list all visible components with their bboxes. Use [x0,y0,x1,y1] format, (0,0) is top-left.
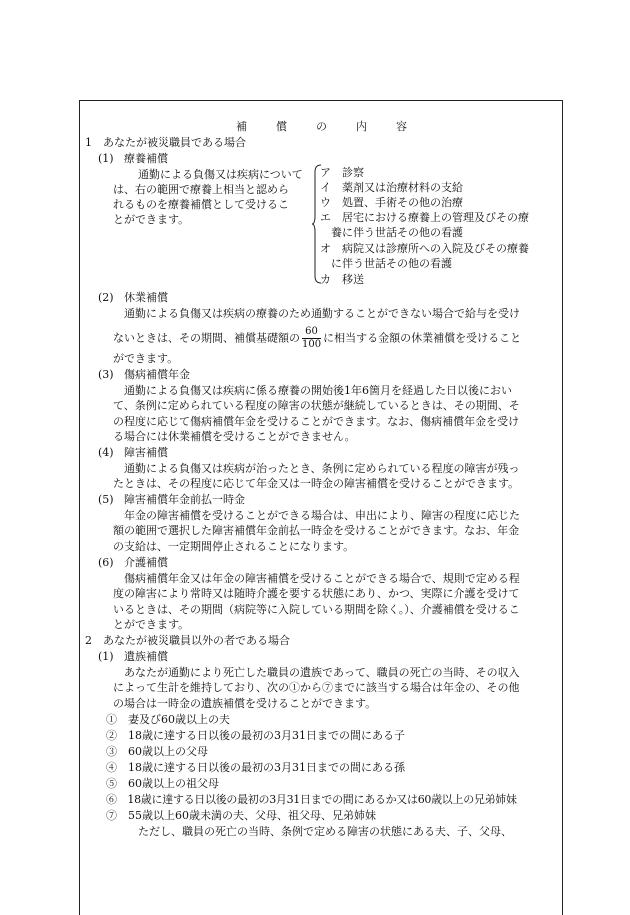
fraction [302,326,321,351]
list-item-text: 60歳以上の祖父母 [128,777,219,790]
list-item [106,792,517,807]
text-line: ア 診察 [320,166,364,179]
item-number: (1) [98,650,114,663]
title-char: 補 [236,120,248,133]
text-segment: ないときは、その期間、補償基礎額の [113,331,300,345]
text-line: 通勤による負傷又は疾病の療養のため通勤することができない場合で給与を受け [124,307,520,320]
title-char: の [316,120,328,133]
text-line: の場合は一時金の遺族補償を受けることができます。 [113,697,377,710]
list-marker: ① [106,713,117,726]
text-line: は、右の範囲で療養上相当と認めら [113,183,289,196]
text-line: いるときは、その期間（病院等に入院している期間を除く。）、介護補償を受けるこ [113,603,520,616]
text-line: 額の範囲で選択した障害補償年金前払一時金を受けることができます。なお、年金 [113,524,520,537]
list-item-text: 18歳に達する日以後の最初の3月31日までの間にある孫 [128,761,405,774]
fraction-denominator: 100 [302,339,322,350]
text-segment: に相当する金額の休業補償を受けること [323,331,522,345]
text-line: イ 薬剤又は治療材料の支給 [320,181,463,194]
list-item [106,776,219,791]
section-1-heading: 1 あなたが被災職員である場合 [85,136,246,149]
item-title: 介護補償 [124,556,168,569]
item-title: 障害補償年金前払一時金 [124,493,245,506]
document-frame [79,100,563,915]
text-line: カ 移送 [320,273,364,286]
list-marker: ④ [106,761,117,774]
list-item [106,808,376,823]
title-char: 内 [356,120,368,133]
title-char: 償 [276,120,288,133]
item-number: (2) [98,291,114,304]
item-number: (1) [98,152,114,165]
text-line: 養に伴う世話その他の看護 [320,226,463,239]
list-marker: ⑥ [106,793,117,806]
text-line: れるものを療養補償として受けるこ [113,198,289,211]
item-title: 遺族補償 [124,650,168,663]
list-item-text: 60歳以上の父母 [128,745,208,758]
text-line: とができます。 [113,213,190,226]
page-title [80,119,564,134]
item-number: (4) [98,446,114,459]
list-item [106,728,405,743]
item-title: 傷病補償年金 [124,368,190,381]
list-item-text: 18歳に達する日以後の最初の3月31日までの間にあるか又は60歳以上の兄弟姉妹 [127,793,517,806]
text-line: る場合には休業補償を受けることができません。 [113,430,356,443]
text-line: 通勤による負傷又は疾病に係る療養の開始後1年6箇月を経過した日以後におい [124,384,512,397]
title-char: 容 [396,120,408,133]
text-line: の程度に応じて傷病補償年金を受けることができます。なお、傷病補償年金を受け [113,415,520,428]
text-line: ただし、職員の死亡の当時、条例で定める障害の状態にある夫、子、父母、 [138,825,512,838]
item-title: 障害補償 [124,446,168,459]
fraction-numerator: 60 [302,326,321,339]
text-line: 年金の障害補償を受けることができる場合は、申出により、障害の程度に応じた [124,509,520,522]
list-marker: ③ [106,745,117,758]
list-item [106,744,208,759]
list-marker: ⑦ [106,809,117,822]
list-item-text: 18歳に達する日以後の最初の3月31日までの間にある子 [128,729,405,742]
text-line: て、条例に定められている程度の障害の状態が継続しているときは、その期間、そ [113,399,520,412]
item-title: 療養補償 [124,152,168,165]
text-line: に伴う世話その他の看護 [320,257,452,270]
list-item-text: 55歳以上60歳未満の夫、父母、祖父母、兄弟姉妹 [128,809,376,822]
text-line-with-fraction [113,326,521,351]
text-line: あなたが通勤により死亡した職員の遺族であって、職員の死亡の当時、その収入 [124,666,520,679]
list-marker: ② [106,729,117,742]
item-number: (3) [98,368,114,381]
text-line: 傷病補償年金又は年金の障害補償を受けることができる場合で、規則で定める程 [124,572,520,585]
list-item [106,760,405,775]
text-line: たときは、その程度に応じて年金又は一時金の障害補償を受けることができます。 [113,477,520,490]
text-line: ができます。 [113,352,179,365]
list-item-text: 妻及び60歳以上の夫 [128,713,230,726]
list-marker: ⑤ [106,777,117,790]
item-number: (5) [98,493,114,506]
text-line: とができます。 [113,618,190,631]
text-line: によって生計を維持しており、次の①から⑦までに該当する場合は年金の、その他 [113,681,520,694]
item-title: 休業補償 [124,291,168,304]
item-number: (6) [98,556,114,569]
text-line: ウ 処置、手術その他の治療 [320,196,463,209]
text-line: オ 病院又は診療所への入院及びその療養 [320,242,529,255]
text-line: 度の障害により常時又は随時介護を要する状態にあり、かつ、実際に介護を受けて [113,587,520,600]
section-2-heading: 2 あなたが被災職員以外の者である場合 [85,634,290,647]
text-line: の支給は、一定期間停止されることになります。 [113,540,355,553]
text-line: エ 居宅における療養上の管理及びその療 [320,211,529,224]
list-item [106,712,230,727]
text-line: 通勤による負傷又は疾病について [138,168,303,181]
text-line: 通勤による負傷又は疾病が治ったとき、条例に定められている程度の障害が残っ [124,462,520,475]
